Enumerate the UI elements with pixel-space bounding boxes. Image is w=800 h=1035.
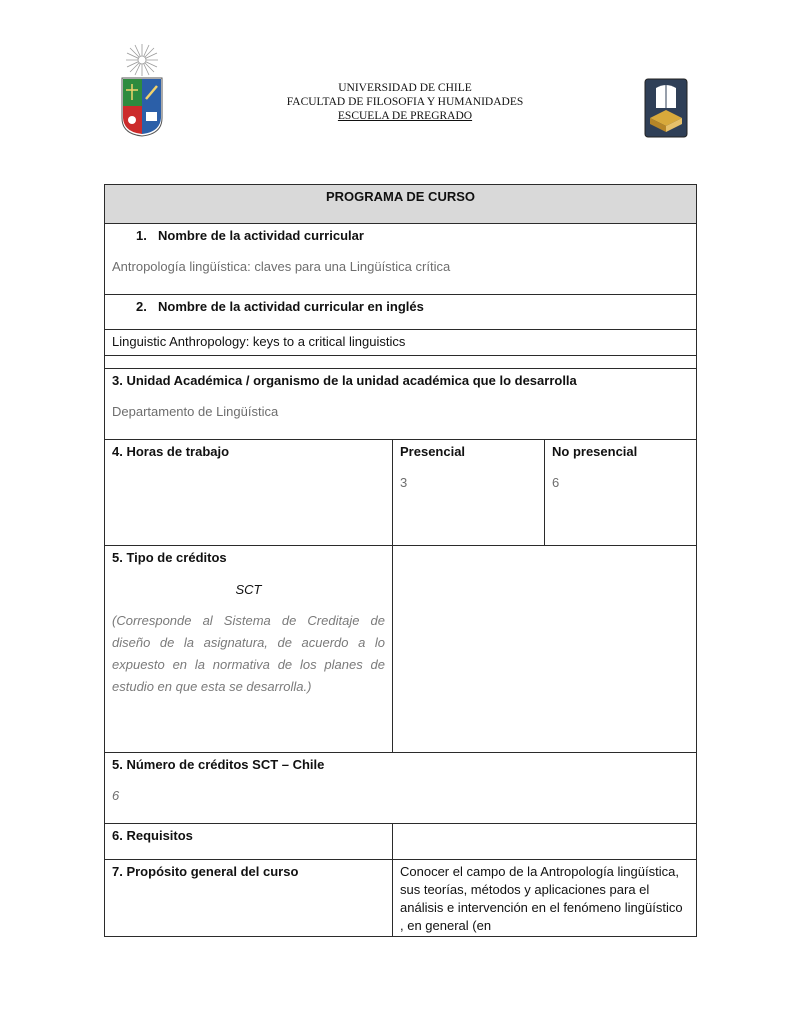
section-7-row — [105, 860, 697, 937]
activity-name-value: Antropología lingüística: claves para una Lingüística crítica — [112, 259, 451, 274]
section-5-row — [105, 546, 697, 753]
section-5b-label: 5. Número de créditos SCT – Chile — [112, 757, 325, 772]
document-header — [0, 0, 800, 160]
section-2-number: 2. — [136, 299, 147, 314]
table-title: PROGRAMA DE CURSO — [105, 185, 697, 224]
credit-type-empty-cell — [393, 546, 697, 753]
section-1-row — [105, 224, 697, 295]
presencial-value: 3 — [400, 475, 408, 490]
presencial-label: Presencial — [400, 444, 466, 459]
section-1-number: 1. — [136, 228, 147, 243]
credit-type-value: SCT — [235, 582, 262, 597]
faculty-name: FACULTAD DE FILOSOFIA Y HUMANIDADES — [286, 96, 524, 108]
no-presencial-value: 6 — [552, 475, 560, 490]
requirements-value — [393, 824, 697, 860]
credit-type-note: (Corresponde al Sistema de Creditaje de diseño de la asignatura, de acuerdo a lo expuesto en la normativa de los planes de estudio en que esta se desarrolla.) — [112, 613, 385, 694]
section-4-row — [105, 440, 697, 546]
section-6-label: 6. Requisitos — [112, 828, 193, 843]
institution-heading — [200, 81, 610, 123]
section-2-label: Nombre de la actividad curricular en inglés — [158, 299, 424, 314]
spacer-row — [105, 356, 697, 369]
section-2-row — [105, 295, 697, 330]
section-5b-row — [105, 753, 697, 824]
course-program-table — [104, 184, 697, 937]
sct-credits-value: 6 — [112, 788, 120, 803]
activity-name-english-value: Linguistic Anthropology: keys to a critical linguistics — [105, 330, 697, 356]
section-2-value-row — [105, 330, 697, 356]
no-presencial-label: No presencial — [552, 444, 638, 459]
section-1-label: Nombre de la actividad curricular — [158, 228, 364, 243]
section-2-heading — [112, 299, 689, 314]
university-crest-logo — [116, 42, 168, 138]
section-1-heading — [112, 228, 689, 243]
section-3-label: 3. Unidad Académica / organismo de la unidad académica que lo desarrolla — [112, 373, 577, 388]
academic-unit-value: Departamento de Lingüística — [112, 404, 279, 419]
faculty-emblem-logo — [644, 78, 688, 138]
section-5-label: 5. Tipo de créditos — [112, 550, 227, 565]
school-name: ESCUELA DE PREGRADO — [337, 110, 473, 122]
section-4-label: 4. Horas de trabajo — [112, 444, 230, 459]
section-7-label: 7. Propósito general del curso — [112, 864, 299, 879]
section-6-row — [105, 824, 697, 860]
course-purpose-value: Conocer el campo de la Antropología lingüística, sus teorías, métodos y aplicaciones para el análisis e intervención en el fenómeno lingüístico , en general (en — [393, 860, 697, 937]
university-name: UNIVERSIDAD DE CHILE — [338, 82, 472, 94]
section-3-row — [105, 369, 697, 440]
